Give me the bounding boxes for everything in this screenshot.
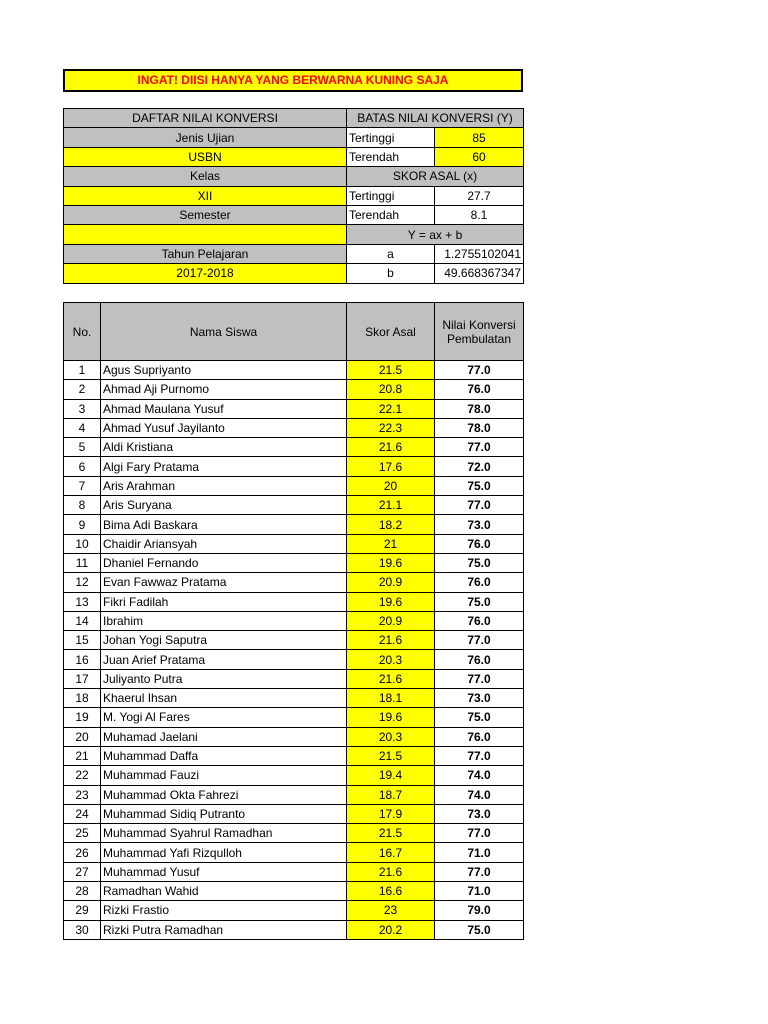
b-label: b	[347, 264, 435, 283]
row-skor-input[interactable]: 21.5	[347, 361, 435, 380]
a-value: 1.2755102041	[435, 244, 524, 263]
y-terendah-label: Terendah	[347, 147, 435, 166]
header-no: No.	[64, 303, 101, 361]
row-skor-input[interactable]: 21.6	[347, 862, 435, 881]
row-nilai: 76.0	[435, 573, 524, 592]
row-nilai: 77.0	[435, 746, 524, 765]
row-skor-input[interactable]: 18.1	[347, 689, 435, 708]
conversion-settings-table	[63, 108, 524, 284]
table-row	[64, 901, 524, 920]
row-skor-input[interactable]: 16.7	[347, 843, 435, 862]
row-skor-input[interactable]: 20.9	[347, 573, 435, 592]
row-nilai: 77.0	[435, 438, 524, 457]
row-nilai: 72.0	[435, 457, 524, 476]
row-no: 28	[64, 882, 101, 901]
row-skor-input[interactable]: 20.3	[347, 727, 435, 746]
table-row	[64, 553, 524, 572]
header-nilai	[435, 303, 524, 361]
row-skor-input[interactable]: 16.6	[347, 882, 435, 901]
y-tertinggi-label: Tertinggi	[347, 128, 435, 147]
row-nama: Agus Supriyanto	[101, 361, 347, 380]
row-no: 2	[64, 380, 101, 399]
row-skor-input[interactable]: 20.9	[347, 611, 435, 630]
row-no: 19	[64, 708, 101, 727]
x-tertinggi-value: 27.7	[435, 186, 524, 205]
row-nilai: 76.0	[435, 611, 524, 630]
row-nilai: 73.0	[435, 804, 524, 823]
row-skor-input[interactable]: 21.6	[347, 669, 435, 688]
row-nama: Khaerul Ihsan	[101, 689, 347, 708]
row-no: 21	[64, 746, 101, 765]
table-row	[64, 689, 524, 708]
table-row	[64, 766, 524, 785]
row-nama: Rizki Putra Ramadhan	[101, 920, 347, 939]
row-nilai: 77.0	[435, 631, 524, 650]
row-nama: Ahmad Aji Purnomo	[101, 380, 347, 399]
row-no: 25	[64, 824, 101, 843]
row-nama: Bima Adi Baskara	[101, 515, 347, 534]
row-no: 16	[64, 650, 101, 669]
tahun-pelajaran-label: Tahun Pelajaran	[64, 244, 347, 263]
row-nilai: 74.0	[435, 785, 524, 804]
jenis-ujian-label: Jenis Ujian	[64, 128, 347, 147]
row-nama: Muhammad Yusuf	[101, 862, 347, 881]
row-nilai: 76.0	[435, 380, 524, 399]
row-no: 8	[64, 496, 101, 515]
row-nama: Evan Fawwaz Pratama	[101, 573, 347, 592]
table-row	[64, 592, 524, 611]
row-no: 3	[64, 399, 101, 418]
row-nama: Algi Fary Pratama	[101, 457, 347, 476]
row-skor-input[interactable]: 21	[347, 534, 435, 553]
row-nama: Chaidir Ariansyah	[101, 534, 347, 553]
jenis-ujian-input[interactable]: USBN	[64, 147, 347, 166]
tahun-pelajaran-input[interactable]: 2017-2018	[64, 264, 347, 283]
row-no: 24	[64, 804, 101, 823]
kelas-input[interactable]: XII	[64, 186, 347, 205]
row-nilai: 74.0	[435, 766, 524, 785]
table-row	[64, 534, 524, 553]
row-skor-input[interactable]: 19.6	[347, 708, 435, 727]
x-tertinggi-label: Tertinggi	[347, 186, 435, 205]
y-terendah-input[interactable]: 60	[435, 147, 524, 166]
header-skor: Skor Asal	[347, 303, 435, 361]
row-no: 12	[64, 573, 101, 592]
y-tertinggi-input[interactable]: 85	[435, 128, 524, 147]
table-row	[64, 650, 524, 669]
row-no: 26	[64, 843, 101, 862]
table-row	[64, 438, 524, 457]
table-row	[64, 418, 524, 437]
row-nama: Ibrahim	[101, 611, 347, 630]
table-row	[64, 457, 524, 476]
row-no: 29	[64, 901, 101, 920]
table-row	[64, 882, 524, 901]
table-row	[64, 727, 524, 746]
semester-label: Semester	[64, 205, 347, 224]
row-nilai: 77.0	[435, 669, 524, 688]
row-skor-input[interactable]: 18.7	[347, 785, 435, 804]
row-nilai: 71.0	[435, 882, 524, 901]
table-row	[64, 573, 524, 592]
skor-asal-header: SKOR ASAL (x)	[347, 167, 524, 186]
table-row	[64, 920, 524, 939]
row-nilai: 78.0	[435, 418, 524, 437]
row-no: 27	[64, 862, 101, 881]
row-skor-input[interactable]: 17.6	[347, 457, 435, 476]
row-nama: Muhammad Yafi Rizqulloh	[101, 843, 347, 862]
table-row	[64, 824, 524, 843]
row-nilai: 75.0	[435, 920, 524, 939]
row-nama: M. Yogi Al Fares	[101, 708, 347, 727]
semester-input[interactable]	[64, 225, 347, 244]
row-nama: Ramadhan Wahid	[101, 882, 347, 901]
table-row	[64, 708, 524, 727]
row-no: 9	[64, 515, 101, 534]
row-skor-input[interactable]: 22.1	[347, 399, 435, 418]
x-terendah-label: Terendah	[347, 205, 435, 224]
header-nilai-line1: Nilai Konversi	[442, 317, 516, 332]
table-row	[64, 476, 524, 495]
row-no: 10	[64, 534, 101, 553]
row-no: 5	[64, 438, 101, 457]
x-terendah-value: 8.1	[435, 205, 524, 224]
row-nama: Ahmad Yusuf Jayilanto	[101, 418, 347, 437]
row-skor-input[interactable]: 22.3	[347, 418, 435, 437]
row-nilai: 75.0	[435, 553, 524, 572]
row-nama: Aris Arahman	[101, 476, 347, 495]
row-nama: Fikri Fadilah	[101, 592, 347, 611]
row-skor-input[interactable]: 20.2	[347, 920, 435, 939]
row-skor-input[interactable]: 19.6	[347, 592, 435, 611]
row-nama: Muhammad Fauzi	[101, 766, 347, 785]
row-nama: Aris Suryana	[101, 496, 347, 515]
row-skor-input[interactable]: 21.5	[347, 824, 435, 843]
row-nama: Juan Arief Pratama	[101, 650, 347, 669]
row-no: 30	[64, 920, 101, 939]
row-skor-input[interactable]: 20.8	[347, 380, 435, 399]
row-skor-input[interactable]: 21.1	[347, 496, 435, 515]
table-row	[64, 380, 524, 399]
row-no: 14	[64, 611, 101, 630]
row-nilai: 78.0	[435, 399, 524, 418]
table-row	[64, 746, 524, 765]
table-row	[64, 361, 524, 380]
row-no: 17	[64, 669, 101, 688]
row-skor-input[interactable]: 20	[347, 476, 435, 495]
row-nama: Rizki Frastio	[101, 901, 347, 920]
row-nilai: 75.0	[435, 592, 524, 611]
row-nama: Muhammad Okta Fahrezi	[101, 785, 347, 804]
table-row	[64, 785, 524, 804]
row-nama: Muhammad Sidiq Putranto	[101, 804, 347, 823]
row-nama: Johan Yogi Saputra	[101, 631, 347, 650]
header-nilai-line2: Pembulatan	[446, 331, 512, 346]
table-row	[64, 399, 524, 418]
row-skor-input[interactable]: 23	[347, 901, 435, 920]
row-skor-input[interactable]: 18.2	[347, 515, 435, 534]
table-row	[64, 862, 524, 881]
row-skor-input[interactable]: 21.5	[347, 746, 435, 765]
table-row	[64, 631, 524, 650]
table-row	[64, 804, 524, 823]
table-row	[64, 611, 524, 630]
daftar-header: DAFTAR NILAI KONVERSI	[64, 109, 347, 128]
row-nilai: 71.0	[435, 843, 524, 862]
row-nama: Muhamad Jaelani	[101, 727, 347, 746]
table-row	[64, 843, 524, 862]
row-nilai: 77.0	[435, 862, 524, 881]
row-nama: Dhaniel Fernando	[101, 553, 347, 572]
header-nama: Nama Siswa	[101, 303, 347, 361]
row-skor-input[interactable]: 17.9	[347, 804, 435, 823]
row-no: 1	[64, 361, 101, 380]
row-no: 15	[64, 631, 101, 650]
row-no: 23	[64, 785, 101, 804]
table-row	[64, 669, 524, 688]
batas-header: BATAS NILAI KONVERSI (Y)	[347, 109, 524, 128]
row-nilai: 77.0	[435, 496, 524, 515]
row-nilai: 77.0	[435, 361, 524, 380]
row-no: 18	[64, 689, 101, 708]
kelas-label: Kelas	[64, 167, 347, 186]
row-no: 4	[64, 418, 101, 437]
row-nama: Ahmad Maulana Yusuf	[101, 399, 347, 418]
row-nilai: 79.0	[435, 901, 524, 920]
row-nilai: 76.0	[435, 727, 524, 746]
row-nama: Muhammad Syahrul Ramadhan	[101, 824, 347, 843]
row-no: 11	[64, 553, 101, 572]
student-scores-table	[63, 302, 524, 940]
row-no: 22	[64, 766, 101, 785]
row-skor-input[interactable]: 21.6	[347, 438, 435, 457]
row-nama: Juliyanto Putra	[101, 669, 347, 688]
row-skor-input[interactable]: 19.6	[347, 553, 435, 572]
row-nilai: 73.0	[435, 689, 524, 708]
row-skor-input[interactable]: 19.4	[347, 766, 435, 785]
row-nilai: 77.0	[435, 824, 524, 843]
row-nilai: 76.0	[435, 534, 524, 553]
table-row	[64, 515, 524, 534]
row-nilai: 75.0	[435, 708, 524, 727]
b-value: 49.668367347	[435, 264, 524, 283]
row-skor-input[interactable]: 20.3	[347, 650, 435, 669]
row-no: 20	[64, 727, 101, 746]
row-nilai: 73.0	[435, 515, 524, 534]
row-no: 13	[64, 592, 101, 611]
row-nilai: 75.0	[435, 476, 524, 495]
row-nama: Muhammad Daffa	[101, 746, 347, 765]
a-label: a	[347, 244, 435, 263]
warning-banner: INGAT! DIISI HANYA YANG BERWARNA KUNING SAJA	[63, 69, 523, 92]
table-row	[64, 496, 524, 515]
row-no: 6	[64, 457, 101, 476]
row-nama: Aldi Kristiana	[101, 438, 347, 457]
formula-label: Y = ax + b	[347, 225, 524, 244]
row-no: 7	[64, 476, 101, 495]
row-skor-input[interactable]: 21.6	[347, 631, 435, 650]
row-nilai: 76.0	[435, 650, 524, 669]
